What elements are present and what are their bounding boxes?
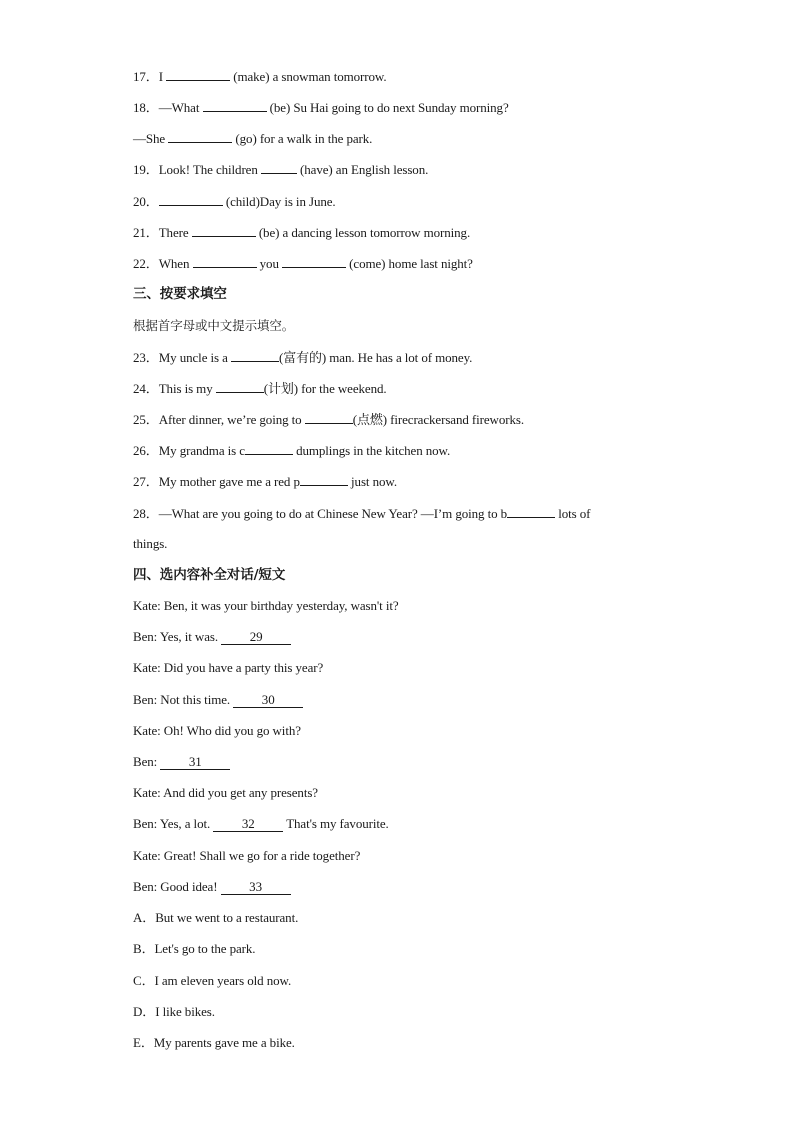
answer-blank[interactable] <box>507 505 555 518</box>
question-18: 18．—What (be) Su Hai going to do next Sunday morning? <box>133 100 509 115</box>
option-e: E．My parents gave me a bike. <box>133 1035 295 1050</box>
answer-blank[interactable] <box>193 255 257 268</box>
question-number: 20． <box>133 194 159 209</box>
question-17: 17．I (make) a snowman tomorrow. <box>133 69 387 84</box>
answer-blank[interactable] <box>166 68 230 81</box>
option-d: D．I like bikes. <box>133 1004 215 1019</box>
question-28-continued: things. <box>133 536 168 551</box>
question-number: 22． <box>133 256 159 271</box>
dialog-line: Kate: Did you have a party this year? <box>133 660 324 675</box>
question-24: 24．This is my (计划) for the weekend. <box>133 381 387 396</box>
numbered-blank-30[interactable]: 30 <box>233 693 303 708</box>
question-21: 21．There (be) a dancing lesson tomorrow morning. <box>133 225 471 240</box>
question-25: 25．After dinner, we’re going to (点燃) firecrackersand fireworks. <box>133 412 524 427</box>
answer-blank[interactable] <box>231 349 279 362</box>
question-number: 17． <box>133 69 159 84</box>
dialog-line: Ben: Not this time. 30 <box>133 692 303 708</box>
section-3-instruction: 根据首字母或中文提示填空。 <box>133 318 295 333</box>
question-20: 20． (child)Day is in June. <box>133 194 336 209</box>
answer-blank[interactable] <box>159 193 223 206</box>
dialog-line: Ben: Yes, it was. 29 <box>133 629 291 645</box>
question-number: 28． <box>133 506 159 521</box>
answer-blank[interactable] <box>192 224 256 237</box>
dialog-line: Kate: Great! Shall we go for a ride together? <box>133 848 361 863</box>
question-number: 23． <box>133 350 159 365</box>
question-number: 18． <box>133 100 159 115</box>
answer-blank[interactable] <box>261 161 297 174</box>
answer-blank[interactable] <box>245 442 293 455</box>
question-18-reply: —She (go) for a walk in the park. <box>133 131 373 146</box>
question-number: 25． <box>133 412 159 427</box>
answer-blank[interactable] <box>282 255 346 268</box>
dialog-line: Ben: Good idea! 33 <box>133 879 291 895</box>
answer-blank[interactable] <box>300 473 348 486</box>
numbered-blank-33[interactable]: 33 <box>221 880 291 895</box>
question-number: 27． <box>133 474 159 489</box>
dialog-line: Kate: Ben, it was your birthday yesterday, wasn't it? <box>133 598 399 613</box>
option-c: C．I am eleven years old now. <box>133 973 292 988</box>
question-27: 27．My mother gave me a red p just now. <box>133 474 397 489</box>
question-22: 22．When you (come) home last night? <box>133 256 473 271</box>
question-28: 28．—What are you going to do at Chinese New Year? —I’m going to b lots of <box>133 506 591 521</box>
answer-blank[interactable] <box>305 411 353 424</box>
section-4-heading: 四、选内容补全对话/短文 <box>133 567 286 583</box>
question-number: 19． <box>133 162 159 177</box>
option-b: B．Let's go to the park. <box>133 941 256 956</box>
numbered-blank-31[interactable]: 31 <box>160 755 230 770</box>
option-a: A．But we went to a restaurant. <box>133 910 299 925</box>
question-26: 26．My grandma is c dumplings in the kitchen now. <box>133 443 451 458</box>
answer-blank[interactable] <box>203 99 267 112</box>
question-number: 26． <box>133 443 159 458</box>
question-23: 23．My uncle is a (富有的) man. He has a lot of money. <box>133 350 473 365</box>
section-3-heading: 三、按要求填空 <box>133 286 227 302</box>
question-number: 24． <box>133 381 159 396</box>
numbered-blank-32[interactable]: 32 <box>213 817 283 832</box>
answer-blank[interactable] <box>168 130 232 143</box>
answer-blank[interactable] <box>216 380 264 393</box>
question-19: 19．Look! The children (have) an English lesson. <box>133 162 429 177</box>
question-number: 21． <box>133 225 159 240</box>
dialog-line: Kate: And did you get any presents? <box>133 785 318 800</box>
dialog-line: Kate: Oh! Who did you go with? <box>133 723 301 738</box>
numbered-blank-29[interactable]: 29 <box>221 630 291 645</box>
dialog-line: Ben: Yes, a lot. 32 That's my favourite. <box>133 816 389 831</box>
dialog-line: Ben: 31 <box>133 754 230 770</box>
